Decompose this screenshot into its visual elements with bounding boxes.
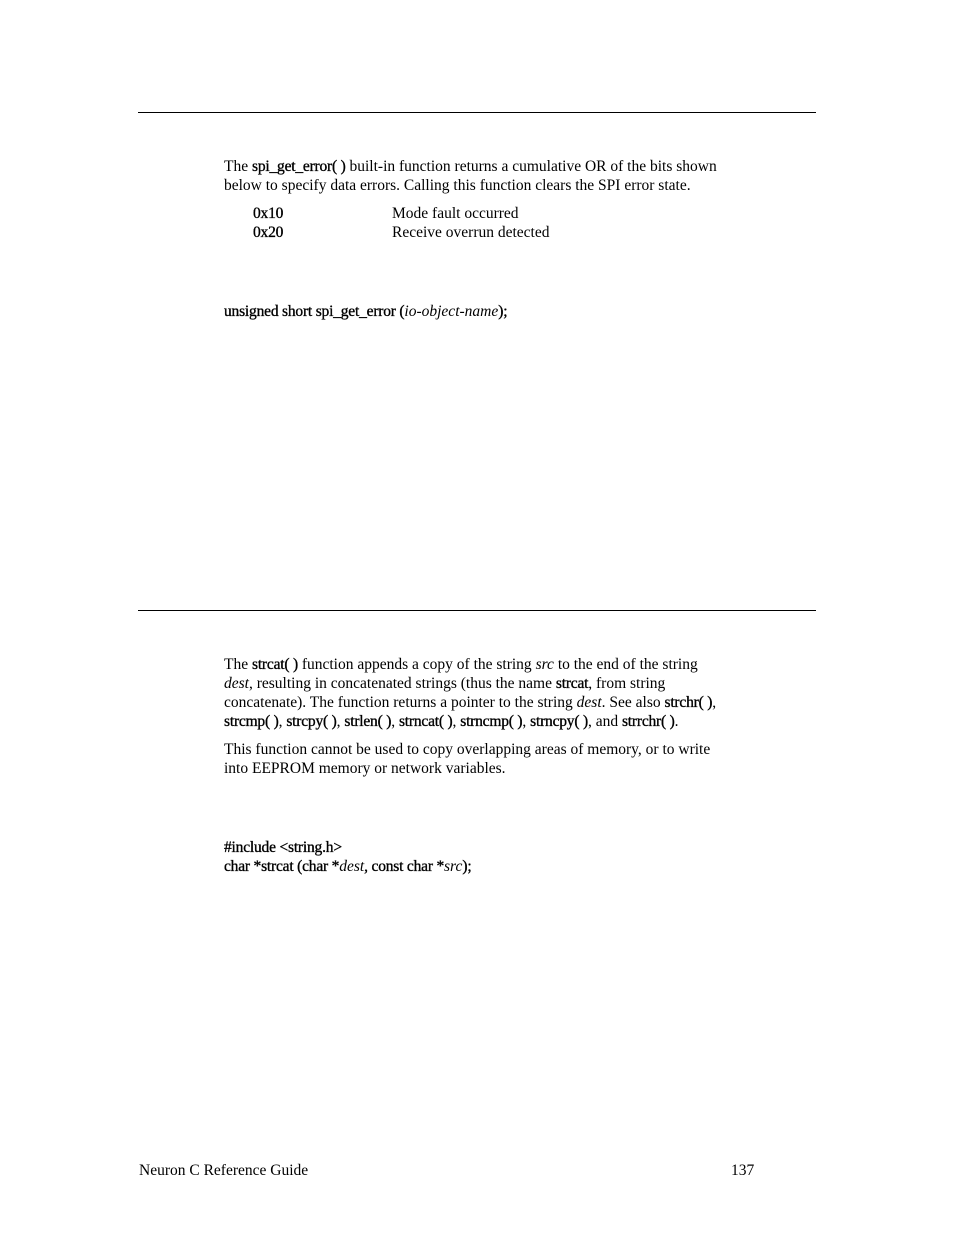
- error-code: 0x10: [253, 205, 284, 222]
- desc-text: The: [224, 158, 252, 175]
- spi-get-error-description: [224, 157, 717, 195]
- see-also-function: strncpy( ): [530, 713, 588, 730]
- function-name: spi_get_error( ): [251, 158, 346, 175]
- desc-text: ,: [712, 694, 717, 711]
- spi-get-error-syntax: [224, 302, 507, 321]
- strcat-note: [224, 740, 710, 778]
- desc-text: concatenate). The function returns a pointer to the string: [224, 694, 577, 711]
- desc-text: function appends a copy of the string: [297, 656, 536, 673]
- note-text: into EEPROM memory or network variables.: [224, 760, 506, 777]
- see-also-function: strcmp( ): [224, 713, 279, 730]
- see-also-function: strncmp( ): [460, 713, 523, 730]
- desc-text: below to specify data errors. Calling this function clears the SPI error state.: [224, 177, 691, 194]
- strcat-description: The strcat( ) function appends a copy of the string src to the end of the string dest, resulting in concatenated strings (thus the name strcat, from string concatenate). The function returns a pointer to the string dest. See also strchr( ), strcmp( ), strcpy( ), strlen( ), strncat( ), strncmp( ), strncpy( ), and strrchr( ).: [224, 656, 717, 730]
- section-divider: [138, 610, 816, 611]
- syntax-code: char *strcat (char *: [224, 858, 340, 875]
- desc-text: , resulting in concatenated strings (thus the name: [248, 675, 556, 692]
- error-meaning: Receive overrun detected: [392, 224, 550, 241]
- syntax-argument: src: [444, 858, 463, 875]
- page-number: 137: [731, 1162, 755, 1179]
- syntax-code: );: [498, 303, 508, 320]
- syntax-code: unsigned short spi_get_error (: [224, 303, 405, 320]
- desc-text: The: [224, 656, 252, 673]
- see-also-function: strlen( ): [344, 713, 392, 730]
- desc-text: built-in function returns a cumulative OR of the bits shown: [345, 158, 717, 175]
- function-name: strcat( ): [251, 656, 298, 673]
- error-code: 0x20: [253, 224, 284, 241]
- parameter-name: dest: [576, 694, 602, 711]
- see-also-function: strrchr( ): [621, 713, 675, 730]
- desc-text: .: [674, 713, 679, 730]
- desc-text: to the end of the string: [553, 656, 698, 673]
- parameter-name: dest: [224, 675, 249, 692]
- include-directive: #include <string.h>: [224, 839, 342, 856]
- function-name: strcat: [555, 675, 589, 692]
- parameter-name: src: [535, 656, 554, 673]
- syntax-argument: io-object-name: [404, 303, 499, 320]
- see-also-function: strncat( ): [398, 713, 453, 730]
- desc-text: . See also: [601, 694, 665, 711]
- strcat-syntax: [224, 857, 471, 876]
- see-also-function: strchr( ): [664, 694, 713, 711]
- desc-text: , and: [587, 713, 622, 730]
- see-also-function: strcpy( ): [286, 713, 337, 730]
- section-divider-top: [138, 112, 816, 113]
- desc-text: , from string: [588, 675, 666, 692]
- syntax-argument: dest: [339, 858, 365, 875]
- syntax-code: );: [462, 858, 472, 875]
- error-meaning: Mode fault occurred: [392, 205, 519, 222]
- footer-title: Neuron C Reference Guide: [139, 1162, 309, 1179]
- note-text: This function cannot be used to copy overlapping areas of memory, or to write: [224, 741, 711, 758]
- syntax-code: , const char *: [364, 858, 445, 875]
